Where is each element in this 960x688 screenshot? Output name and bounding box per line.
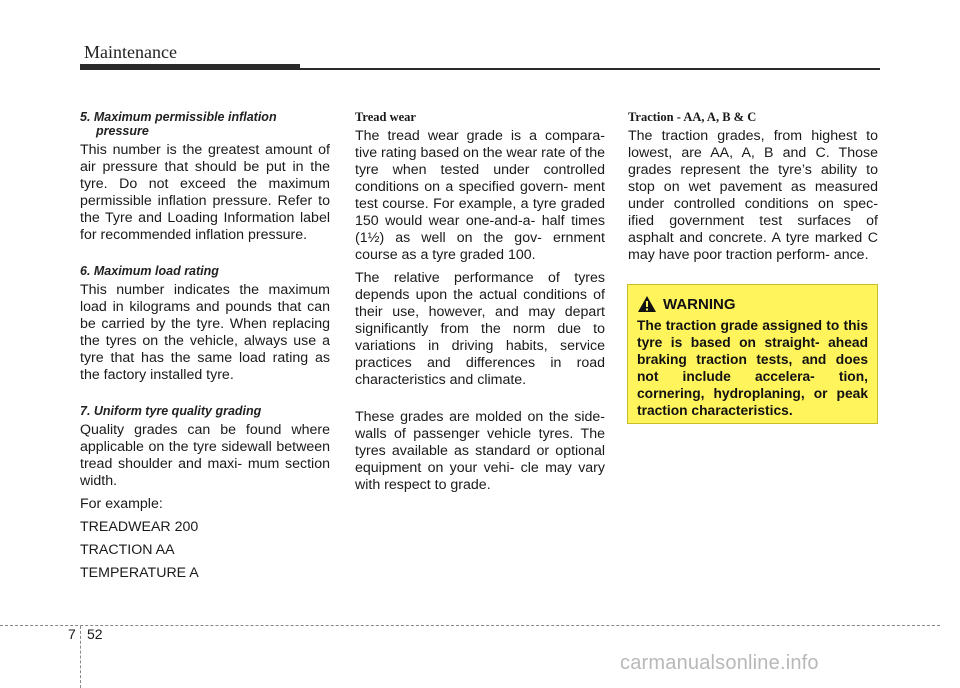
column-middle <box>355 110 605 500</box>
header-rule-thin <box>300 68 880 70</box>
paragraph-max-load: This number indicates the maximum load in kilograms and pounds that can be carried by the tyre. When replacing the tyres on the vehicle, always use a tyre that has the same load rating as the factory installed tyre. <box>80 282 330 383</box>
column-right <box>628 110 878 270</box>
example-temperature: TEMPERATURE A <box>80 565 199 581</box>
heading-max-load: 6. Maximum load rating <box>80 264 219 278</box>
footer-divider <box>0 625 940 626</box>
column-left <box>80 110 330 588</box>
warning-text: The traction grade assigned to this tyre is based on straight- ahead braking traction tests, and does not include accelera- tion, cornering, hydroplaning, or peak traction characteristics. <box>637 318 868 418</box>
paragraph-tread-wear-2: The relative performance of tyres depends upon the actual conditions of their use, however, and may depart significantly from the norm due to variations in driving habits, service practices and differences in road characteristics and climate. <box>355 270 605 388</box>
example-traction: TRACTION AA <box>80 542 175 558</box>
header-rule-thick <box>80 64 300 70</box>
heading-max-inflation: 5. Maximum permissible inflation pressure <box>80 110 277 138</box>
chapter-number: 7 <box>68 626 76 642</box>
paragraph-traction: The traction grades, from highest to lowest, are AA, A, B and C. Those grades represent the tyre’s ability to stop on wet pavement as measured under controlled conditions on spec- ified government test surfaces of asphalt and concrete. A tyre marked C may have poor traction perform- ance. <box>628 128 878 263</box>
warning-title: WARNING <box>663 295 736 313</box>
warning-box <box>627 284 878 424</box>
page-number: 52 <box>87 626 103 642</box>
footer-vertical-divider <box>80 626 81 688</box>
example-treadwear: TREADWEAR 200 <box>80 519 199 535</box>
watermark: carmanualsonline.info <box>620 652 819 674</box>
heading-quality-grading: 7. Uniform tyre quality grading <box>80 404 262 418</box>
example-label: For example: <box>80 496 163 512</box>
paragraph-tread-wear-1: The tread wear grade is a compara- tive rating based on the wear rate of the tyre when tested under controlled conditions on a specified govern- ment test course. For example, a tyre graded 150 would wear one-and-a- half times (1½) as well on the gov- ernment course as a tyre graded 100. <box>355 128 606 263</box>
paragraph-max-inflation: This number is the greatest amount of air pressure that should be put in the tyre. Do not exceed the maximum permissible inflation pressure. Refer to the Tyre and Loading Information label for recommended inflation pressure. <box>80 142 330 243</box>
paragraph-tread-wear-3: These grades are molded on the side-walls of passenger vehicle tyres. The tyres available as standard or optional equipment on your vehi- cle may vary with respect to grade. <box>355 409 605 493</box>
heading-tread-wear: Tread wear <box>355 110 416 124</box>
heading-traction: Traction - AA, A, B & C <box>628 110 757 124</box>
warning-triangle-icon <box>637 295 657 313</box>
section-title: Maintenance <box>84 42 177 62</box>
paragraph-quality-grading: Quality grades can be found where applicable on the tyre sidewall between tread shoulder and maxi- mum section width. <box>80 422 330 489</box>
